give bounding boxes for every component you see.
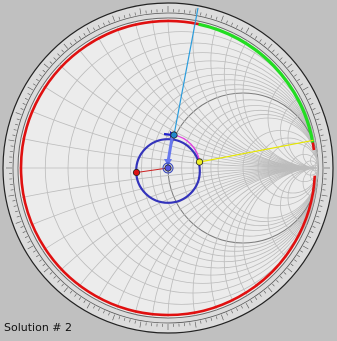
solution-label: Solution # 2	[4, 321, 72, 334]
transformed-point	[196, 159, 202, 165]
center-point	[165, 165, 171, 171]
match-point	[171, 132, 177, 138]
load-point	[133, 169, 139, 175]
